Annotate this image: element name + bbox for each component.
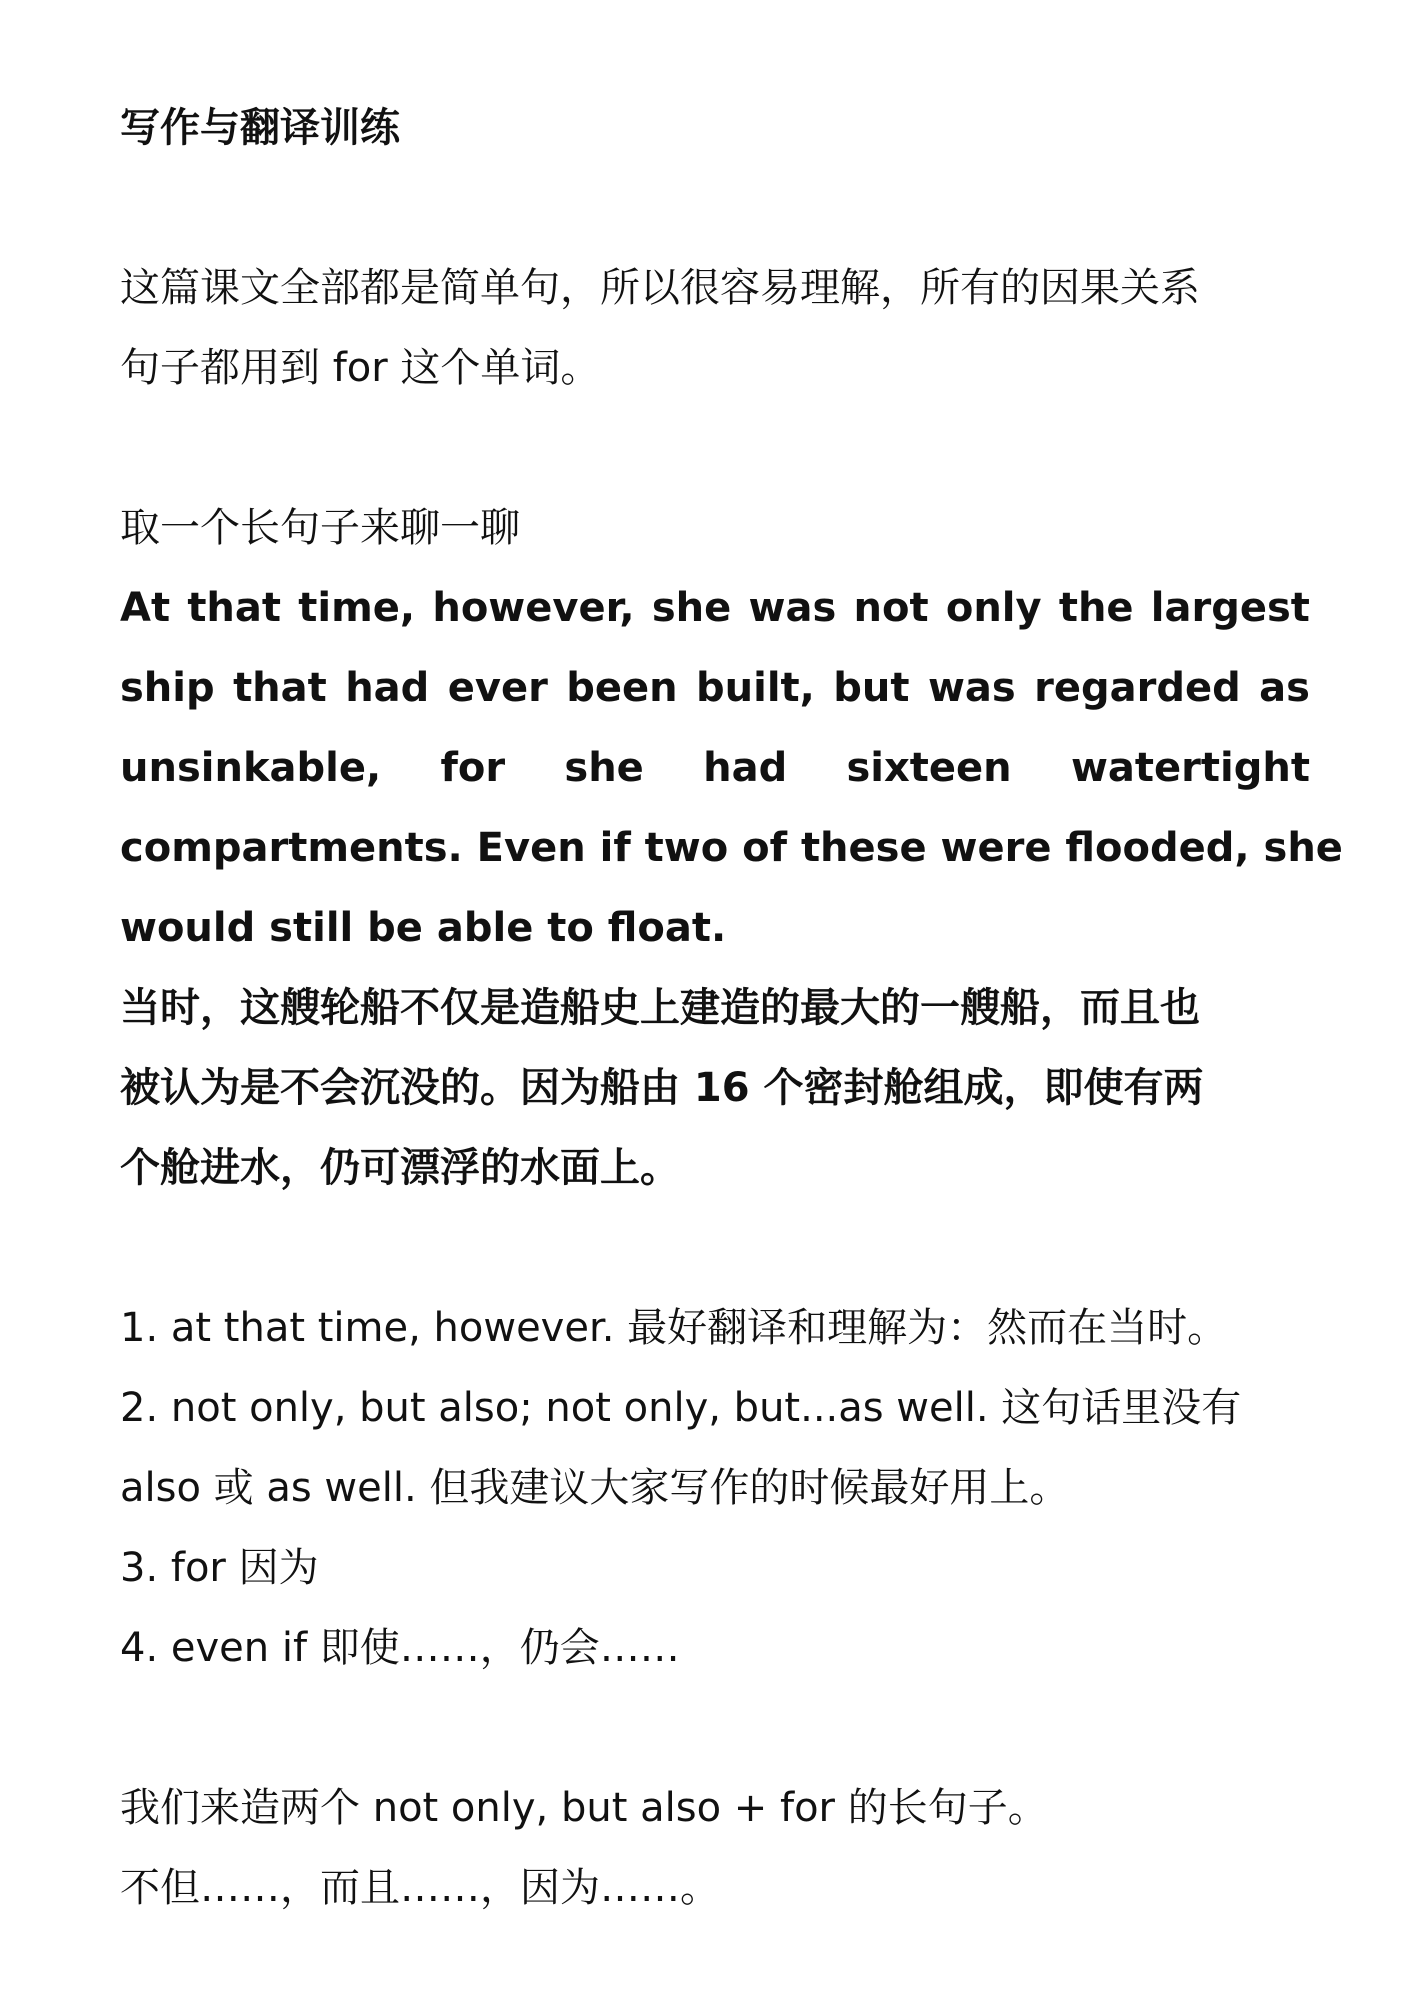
word: had: [703, 745, 788, 791]
chinese-translation-line-2: 被认为是不会沉没的。因为船由 16 个密封舱组成，即使有两: [120, 1065, 1204, 1111]
note-item-3: 3. for 因为: [120, 1545, 319, 1591]
english-sentence-line-5: would still be able to float.: [120, 905, 727, 951]
word: ever: [447, 665, 548, 711]
practice-line-2: 不但……，而且……，因为……。: [120, 1865, 720, 1911]
word: but: [833, 665, 910, 711]
word: however,: [432, 585, 635, 631]
intro-line-2: 句子都用到 for 这个单词。: [120, 345, 601, 391]
word: was: [927, 665, 1016, 711]
note-item-4: 4. even if 即使……，仍会……: [120, 1625, 680, 1671]
english-sentence-line-2: [120, 648, 1310, 728]
word: for: [440, 745, 506, 791]
chinese-translation-line-3: 个舱进水，仍可漂浮的水面上。: [120, 1145, 680, 1191]
word: time,: [298, 585, 416, 631]
word: was: [748, 585, 837, 631]
chinese-translation-line-1: 当时，这艘轮船不仅是造船史上建造的最大的一艘船，而且也: [120, 985, 1200, 1031]
word: had: [345, 665, 430, 711]
word: as: [1259, 665, 1310, 711]
word: At: [120, 585, 171, 631]
word: the: [1058, 585, 1134, 631]
page-title: 写作与翻译训练: [120, 105, 400, 151]
word: sixteen: [846, 745, 1012, 791]
word: unsinkable,: [120, 745, 382, 791]
section-label: 取一个长句子来聊一聊: [120, 505, 520, 551]
word: watertight: [1070, 745, 1310, 791]
word: ship: [120, 665, 215, 711]
note-item-1: 1. at that time, however. 最好翻译和理解为：然而在当时。: [120, 1305, 1228, 1351]
word: she: [564, 745, 644, 791]
word: built,: [696, 665, 815, 711]
english-sentence-line-3: [120, 728, 1310, 808]
practice-line-1: 我们来造两个 not only, but also + for 的长句子。: [120, 1785, 1048, 1831]
word: not: [853, 585, 929, 631]
intro-line-1: 这篇课文全部都是简单句，所以很容易理解，所有的因果关系: [120, 265, 1200, 311]
word: that: [233, 665, 327, 711]
word: that: [187, 585, 282, 631]
word: only: [945, 585, 1042, 631]
english-sentence-line-4: compartments. Even if two of these were flooded, she: [120, 825, 1343, 871]
note-item-2-line-1: 2. not only, but also; not only, but...as well. 这句话里没有: [120, 1385, 1242, 1431]
word: she: [651, 585, 732, 631]
word: largest: [1150, 585, 1310, 631]
word: been: [566, 665, 678, 711]
word: regarded: [1034, 665, 1241, 711]
note-item-2-line-2: also 或 as well. 但我建议大家写作的时候最好用上。: [120, 1465, 1070, 1511]
english-sentence-line-1: [120, 568, 1310, 648]
